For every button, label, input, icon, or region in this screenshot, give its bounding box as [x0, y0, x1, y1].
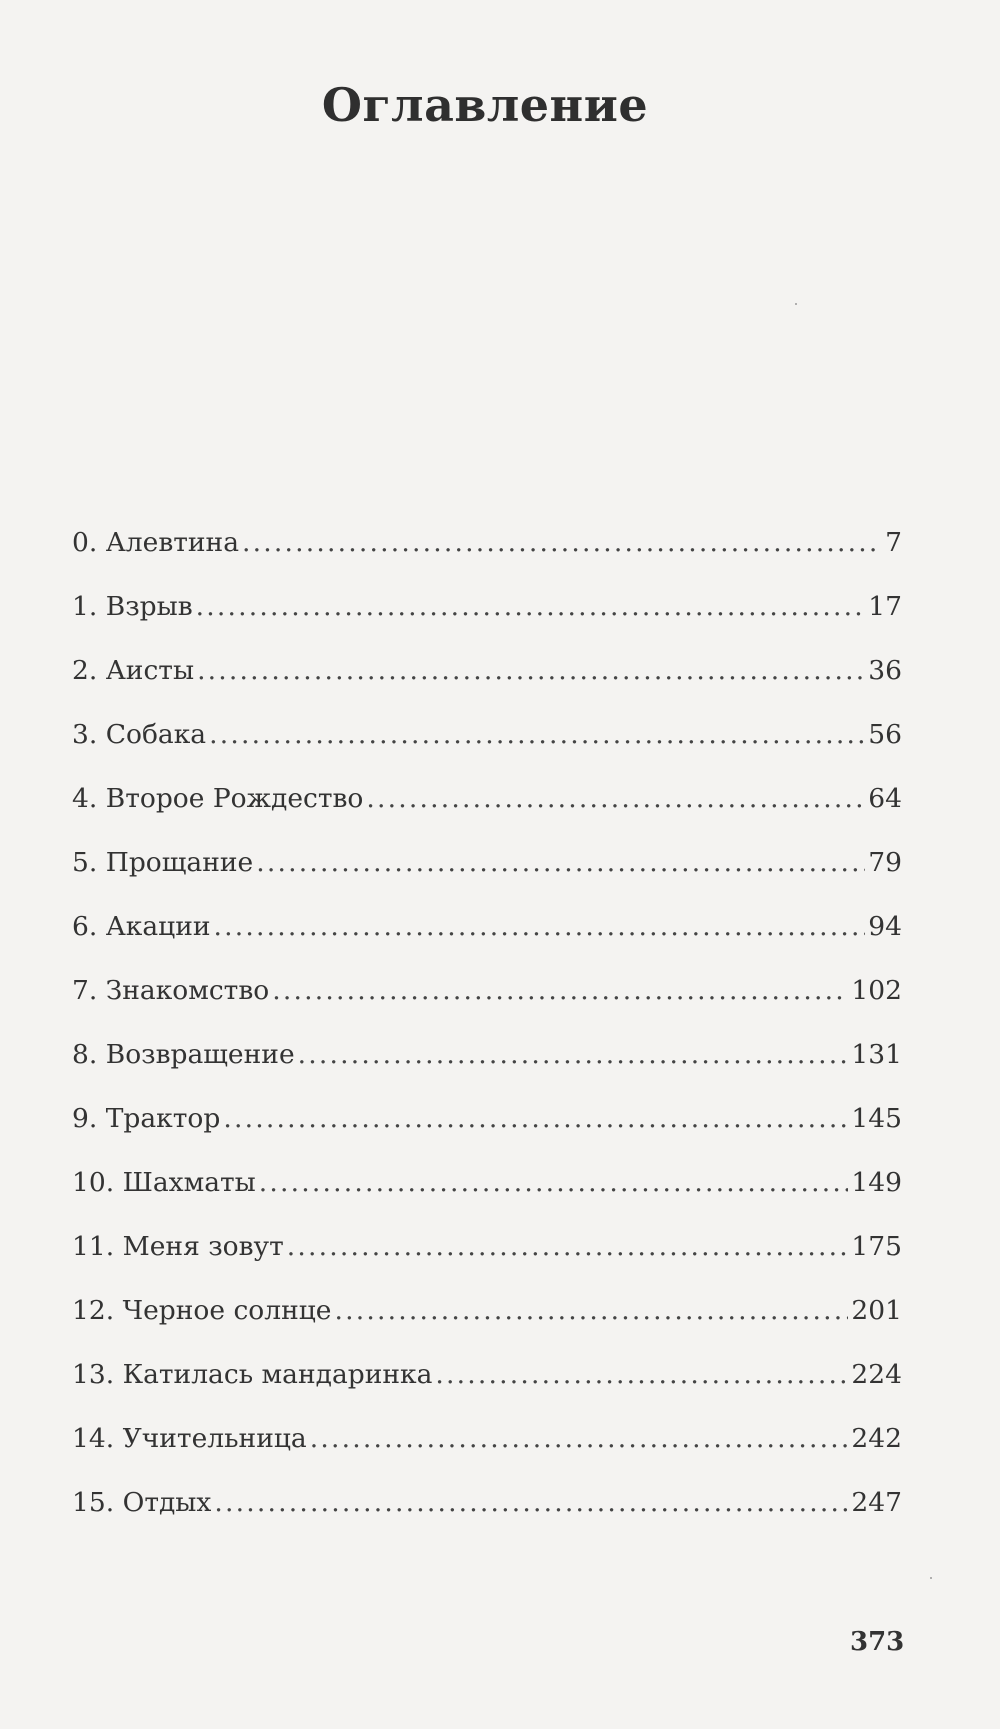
toc-entry-number: 4.	[72, 783, 98, 814]
dot-leader	[287, 1231, 849, 1262]
toc-entry-page: 175	[851, 1231, 902, 1262]
toc-entry-number: 11.	[72, 1231, 115, 1262]
toc-entry	[72, 1295, 902, 1359]
toc-entry	[72, 783, 902, 847]
toc-entry	[72, 911, 902, 975]
toc-entry-title: Возвращение	[105, 1039, 295, 1070]
toc-entry-title: Катилась мандаринка	[122, 1359, 433, 1390]
dot-leader	[310, 1423, 849, 1454]
toc-entry-page: 7	[885, 527, 902, 558]
toc-entry-title: Взрыв	[105, 591, 193, 622]
toc-entry	[72, 1359, 902, 1423]
toc-entry-title: Акации	[105, 911, 211, 942]
toc-entry-spacer	[114, 1231, 122, 1262]
toc-entry-spacer	[97, 975, 105, 1006]
toc-entry-number: 13.	[72, 1359, 115, 1390]
toc-entry-spacer	[114, 1423, 122, 1454]
toc-entry-spacer	[114, 1295, 122, 1326]
toc-entry-number: 6.	[72, 911, 98, 942]
toc-entry-page: 131	[851, 1039, 902, 1070]
toc-entry-number: 0.	[72, 527, 98, 558]
toc-entry-title: Прощание	[105, 847, 254, 878]
toc-entry	[72, 1167, 902, 1231]
toc-entry-title: Трактор	[105, 1103, 221, 1134]
toc-entry-spacer	[97, 1039, 105, 1070]
toc-entry-page: 149	[851, 1167, 902, 1198]
dot-leader	[242, 527, 882, 558]
dot-leader	[366, 783, 865, 814]
toc-entry	[72, 655, 902, 719]
toc-entry-page: 64	[868, 783, 902, 814]
toc-entry-spacer	[97, 1103, 105, 1134]
dot-leader	[256, 847, 865, 878]
toc-entry-page: 242	[851, 1423, 902, 1454]
toc-entry-number: 3.	[72, 719, 98, 750]
toc-entry-spacer	[114, 1359, 122, 1390]
toc-entry	[72, 847, 902, 911]
toc-entry	[72, 975, 902, 1039]
dot-leader	[197, 655, 865, 686]
toc-entry-number: 10.	[72, 1167, 115, 1198]
toc-entry-number: 2.	[72, 655, 98, 686]
dot-leader	[435, 1359, 848, 1390]
toc-entry-page: 102	[851, 975, 902, 1006]
toc-entry-number: 7.	[72, 975, 98, 1006]
toc-entry-page: 94	[868, 911, 902, 942]
dot-leader	[223, 1103, 848, 1134]
toc-entry	[72, 1103, 902, 1167]
toc-entry-title: Алевтина	[105, 527, 240, 558]
dot-leader	[334, 1295, 848, 1326]
toc-entry-title: Знакомство	[105, 975, 270, 1006]
toc-entry-spacer	[97, 783, 105, 814]
toc-entry	[72, 1231, 902, 1295]
toc-entry-title: Черное солнце	[122, 1295, 332, 1326]
toc-entry-page: 201	[851, 1295, 902, 1326]
toc-entry-page: 36	[868, 655, 902, 686]
toc-entry-spacer	[97, 655, 105, 686]
toc-entry-title: Второе Рождество	[105, 783, 364, 814]
toc-entry-page: 56	[868, 719, 902, 750]
toc-entry-number: 8.	[72, 1039, 98, 1070]
toc-entry-spacer	[97, 911, 105, 942]
dot-leader	[272, 975, 848, 1006]
toc-entry-spacer	[97, 847, 105, 878]
toc-entry-title: Учительница	[122, 1423, 307, 1454]
toc-entry	[72, 527, 902, 591]
toc-entry-number: 5.	[72, 847, 98, 878]
toc-entry-title: Аисты	[105, 655, 195, 686]
toc-entry-title: Отдых	[122, 1487, 212, 1518]
table-of-contents	[72, 527, 902, 1551]
toc-entry-page: 224	[851, 1359, 902, 1390]
toc-entry-page: 247	[851, 1487, 902, 1518]
toc-entry	[72, 1487, 902, 1551]
toc-entry	[72, 1423, 902, 1487]
toc-entry-page: 17	[868, 591, 902, 622]
paper-speck	[795, 303, 797, 305]
toc-entry-title: Собака	[105, 719, 207, 750]
toc-entry-spacer	[114, 1167, 122, 1198]
toc-entry-page: 145	[851, 1103, 902, 1134]
toc-entry-number: 15.	[72, 1487, 115, 1518]
toc-entry-number: 9.	[72, 1103, 98, 1134]
page-number: 373	[850, 1627, 905, 1657]
dot-leader	[209, 719, 865, 750]
dot-leader	[298, 1039, 849, 1070]
toc-entry	[72, 719, 902, 783]
toc-entry-number: 1.	[72, 591, 98, 622]
dot-leader	[196, 591, 866, 622]
toc-entry-spacer	[97, 527, 105, 558]
paper-speck	[930, 1577, 932, 1579]
toc-entry-spacer	[114, 1487, 122, 1518]
toc-entry-title: Меня зовут	[122, 1231, 284, 1262]
page-title: Оглавление	[321, 78, 649, 132]
toc-entry-spacer	[97, 591, 105, 622]
toc-entry-page: 79	[868, 847, 902, 878]
toc-entry-spacer	[97, 719, 105, 750]
dot-leader	[259, 1167, 849, 1198]
toc-entry	[72, 1039, 902, 1103]
toc-entry-title: Шахматы	[122, 1167, 256, 1198]
toc-entry	[72, 591, 902, 655]
dot-leader	[214, 911, 866, 942]
toc-entry-number: 14.	[72, 1423, 115, 1454]
toc-entry-number: 12.	[72, 1295, 115, 1326]
dot-leader	[214, 1487, 848, 1518]
